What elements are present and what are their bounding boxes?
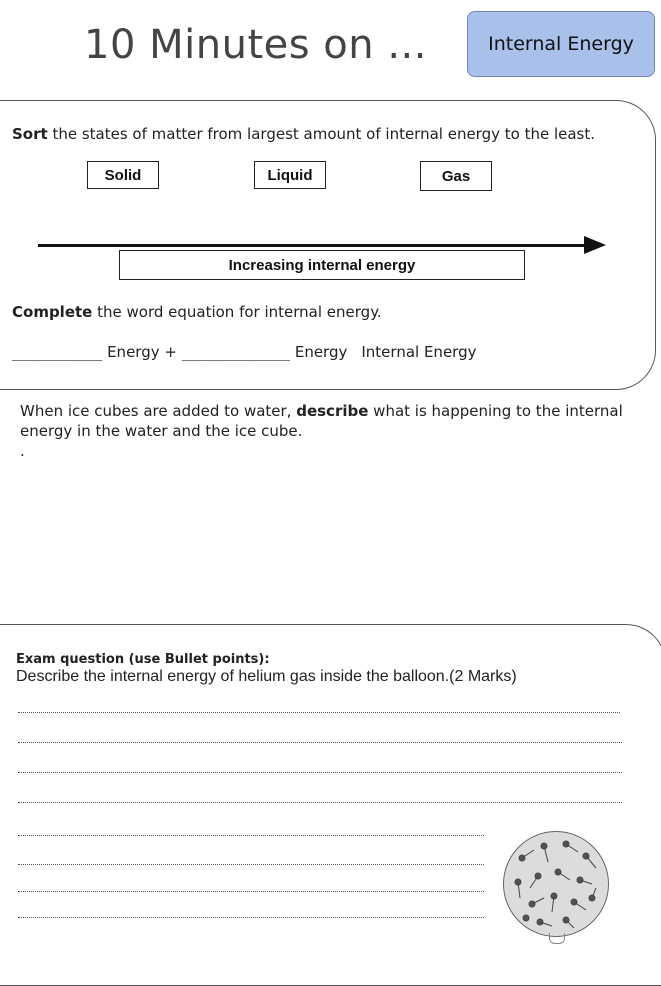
- topic-badge: Internal Energy: [467, 11, 655, 77]
- ice-question: [20, 401, 630, 441]
- exam-question: Describe the internal energy of helium gas inside the balloon.(2 Marks): [16, 668, 517, 685]
- equation-blank-1[interactable]: __________: [12, 343, 103, 361]
- answer-line[interactable]: [18, 710, 620, 713]
- ice-question-suffix: what is happening to the internal energy in the water and the ice cube.: [20, 402, 623, 440]
- sort-instruction: [12, 124, 632, 144]
- answer-line[interactable]: [18, 915, 484, 918]
- equation-keyword: Complete: [12, 303, 93, 321]
- state-card-gas[interactable]: Gas: [420, 161, 492, 191]
- axis-label: Increasing internal energy: [119, 250, 525, 280]
- equation-term-1: Energy +: [102, 343, 182, 361]
- word-equation: [12, 342, 642, 362]
- arrow-right-icon: [584, 236, 606, 254]
- answer-line[interactable]: [18, 833, 484, 836]
- gas-particles-icon: [504, 832, 608, 936]
- equation-blank-2[interactable]: ____________: [181, 343, 291, 361]
- sort-keyword: Sort: [12, 125, 48, 143]
- ice-keyword: describe: [296, 402, 369, 420]
- state-card-solid[interactable]: Solid: [87, 161, 159, 189]
- equation-result: Internal Energy: [361, 343, 477, 361]
- page-title: 10 Minutes on ...: [84, 22, 427, 68]
- balloon-knot-icon: [549, 933, 565, 944]
- ice-question-prefix: When ice cubes are added to water,: [20, 402, 297, 420]
- equation-instruction: [12, 302, 632, 322]
- equation-term-2: Energy: [290, 343, 348, 361]
- exam-heading: Exam question (use Bullet points):: [16, 652, 270, 667]
- answer-line[interactable]: [18, 862, 484, 865]
- sort-instruction-text: the states of matter from largest amount of internal energy to the least.: [47, 125, 596, 143]
- answer-dot: .: [20, 442, 25, 460]
- answer-line[interactable]: [18, 740, 622, 743]
- answer-line[interactable]: [18, 889, 484, 892]
- helium-balloon-icon: [503, 831, 609, 937]
- energy-axis-line: [38, 244, 593, 247]
- state-card-liquid[interactable]: Liquid: [254, 161, 326, 189]
- answer-line[interactable]: [18, 800, 622, 803]
- answer-line[interactable]: [18, 770, 622, 773]
- equation-instruction-text: the word equation for internal energy.: [92, 303, 382, 321]
